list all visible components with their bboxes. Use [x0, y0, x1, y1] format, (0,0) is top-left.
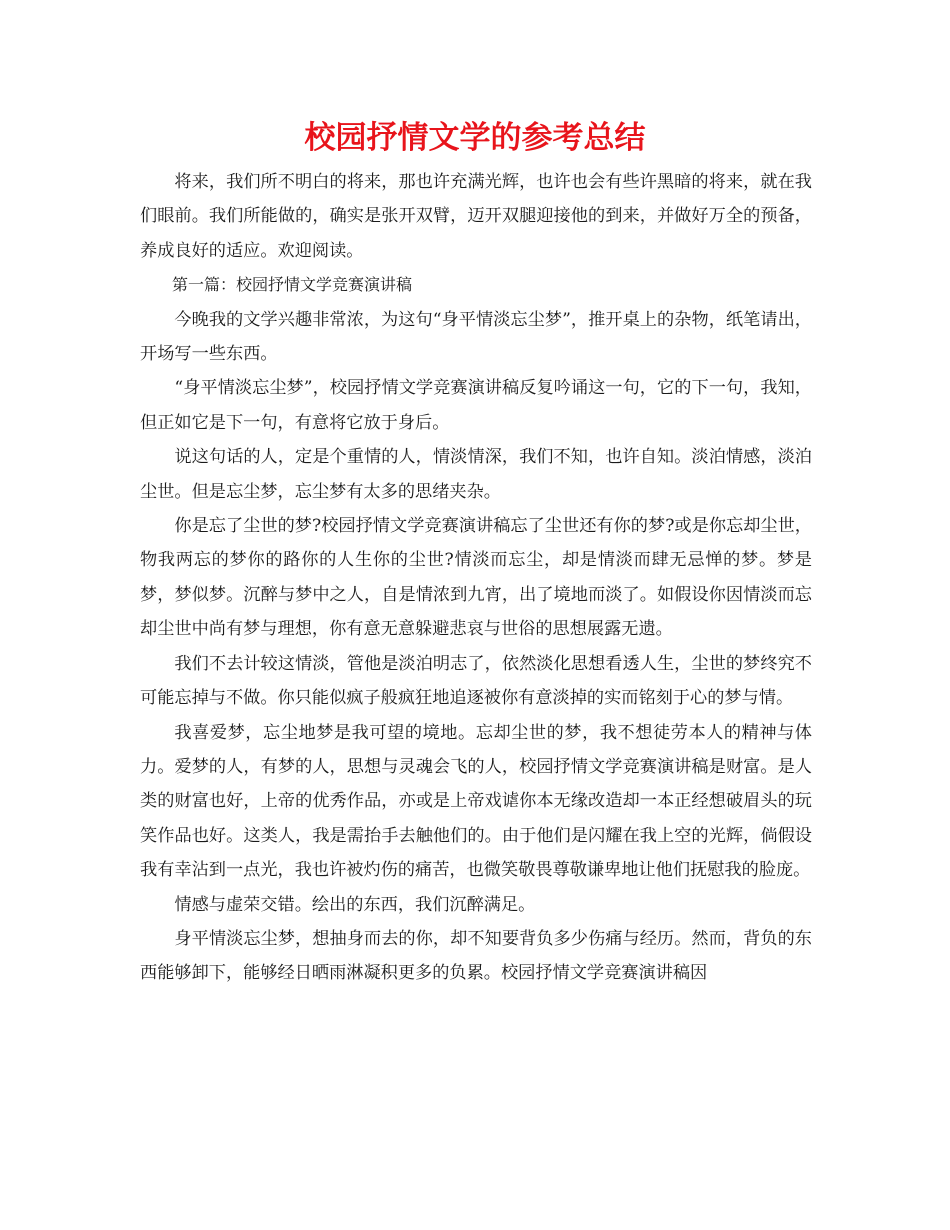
body-paragraph: 今晚我的文学兴趣非常浓，为这句“身平情淡忘尘梦”，推开桌上的杂物，纸笔请出，开场写一些东西。 [140, 309, 812, 365]
section-heading: 第一篇：校园抒情文学竞赛演讲稿 [172, 275, 413, 295]
document-title: 校园抒情文学的参考总结 [304, 120, 646, 156]
document-body [140, 165, 812, 991]
body-paragraph: 我喜爱梦，忘尘地梦是我可望的境地。忘却尘世的梦，我不想徒劳本人的精神与体力。爱梦的人，有梦的人，思想与灵魂会飞的人，校园抒情文学竞赛演讲稿是财富。是人类的财富也好，上帝的优秀作品，亦或是上帝戏谑你本无缘改造却一本正经想破眉头的玩笑作品也好。这类人，我是需抬手去触他们的。由于他们是闪耀在我上空的光辉，倘假设我有幸沾到一点光，我也许被灼伤的痛苦，也微笑敬畏尊敬谦卑地让他们抚慰我的脸庞。 [140, 722, 812, 881]
body-paragraph: 情感与虚荣交错。绘出的东西，我们沉醉满足。 [174, 894, 536, 915]
body-paragraph: 我们不去计较这情淡，管他是淡泊明志了，依然淡化思想看透人生，尘世的梦终究不可能忘掉与不做。你只能似疯子般疯狂地追逐被你有意淡掉的实而铭刻于心的梦与情。 [140, 653, 812, 709]
body-paragraph: “身平情淡忘尘梦”，校园抒情文学竞赛演讲稿反复吟诵这一句，它的下一句，我知，但正如它是下一句，有意将它放于身后。 [140, 378, 812, 433]
body-paragraph: 身平情淡忘尘梦，想抽身而去的你，却不知要背负多少伤痛与经历。然而，背负的东西能够卸下，能够经日晒雨淋凝积更多的负累。校园抒情文学竞赛演讲稿因 [140, 928, 812, 984]
body-paragraph: 你是忘了尘世的梦?校园抒情文学竞赛演讲稿忘了尘世还有你的梦?或是你忘却尘世，物我两忘的梦你的路你的人生你的尘世?情淡而忘尘，却是情淡而肆无忌惮的梦。梦是梦，梦似梦。沉醉与梦中之人，自是情浓到九宵，出了境地而淡了。如假设你因情淡而忘却尘世中尚有梦与理想，你有意无意躲避悲哀与世俗的思想展露无遗。 [140, 516, 812, 640]
body-paragraph: 说这句话的人，定是个重情的人，情淡情深，我们不知，也许自知。淡泊情感，淡泊尘世。但是忘尘梦，忘尘梦有太多的思绪夹杂。 [140, 447, 812, 502]
intro-paragraph: 将来，我们所不明白的将来，那也许充满光辉，也许也会有些许黑暗的将来，就在我们眼前。我们所能做的，确实是张开双臂，迈开双腿迎接他的到来，并做好万全的预备，养成良好的适应。欢迎阅读。 [140, 172, 812, 261]
